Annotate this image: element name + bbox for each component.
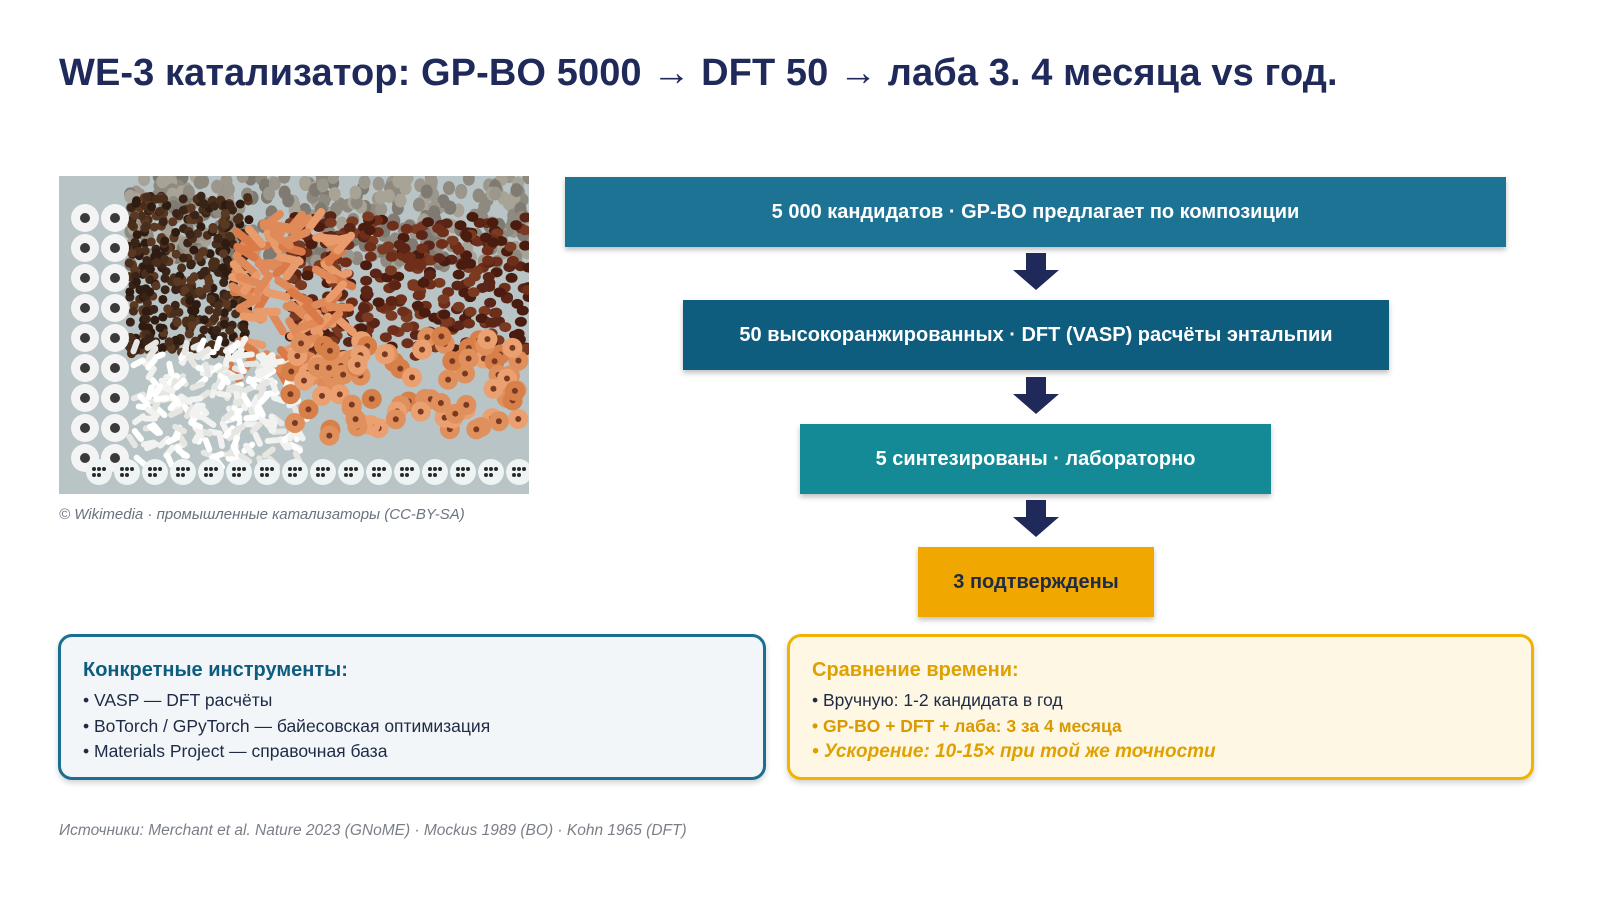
tools-panel: [58, 634, 766, 780]
tools-item: • VASP — DFT расчёты: [83, 690, 273, 710]
arrow-down-icon: [1012, 500, 1060, 538]
pipeline-step-confirmed: 3 подтверждены: [918, 547, 1154, 617]
photo-caption: © Wikimedia · промышленные катализаторы (CC-BY-SA): [59, 506, 465, 523]
time-comparison-panel: [787, 634, 1534, 780]
tools-item: • Materials Project — справочная база: [83, 741, 388, 761]
pipeline-step-dft: 50 высокоранжированных · DFT (VASP) расчёты энтальпии: [683, 300, 1389, 370]
time-item-gpbo: • GP-BO + DFT + лаба: 3 за 4 месяца: [812, 715, 1122, 736]
arrow-down-icon: [1012, 377, 1060, 415]
pipeline-step-candidates: 5 000 кандидатов · GP-BO предлагает по композиции: [565, 177, 1506, 247]
tools-item: • BoTorch / GPyTorch — байесовская оптимизация: [83, 715, 491, 736]
arrow-down-icon: [1012, 253, 1060, 291]
time-item-speedup: • Ускорение: 10-15× при той же точности: [812, 741, 1216, 762]
sources-footnote: Источники: Merchant et al. Nature 2023 (GNoME) · Mockus 1989 (BO) · Kohn 1965 (DFT): [59, 822, 687, 839]
time-item-manual: • Вручную: 1-2 кандидата в год: [812, 690, 1063, 710]
pipeline-step-synthesized: 5 синтезированы · лабораторно: [800, 424, 1271, 494]
tools-panel-heading: Конкретные инструменты:: [83, 659, 348, 681]
catalyst-photo: [59, 176, 529, 494]
slide-title: WE-3 катализатор: GP-BO 5000 → DFT 50 → лаба 3. 4 месяца vs год.: [59, 52, 1338, 94]
time-panel-heading: Сравнение времени:: [812, 659, 1019, 681]
